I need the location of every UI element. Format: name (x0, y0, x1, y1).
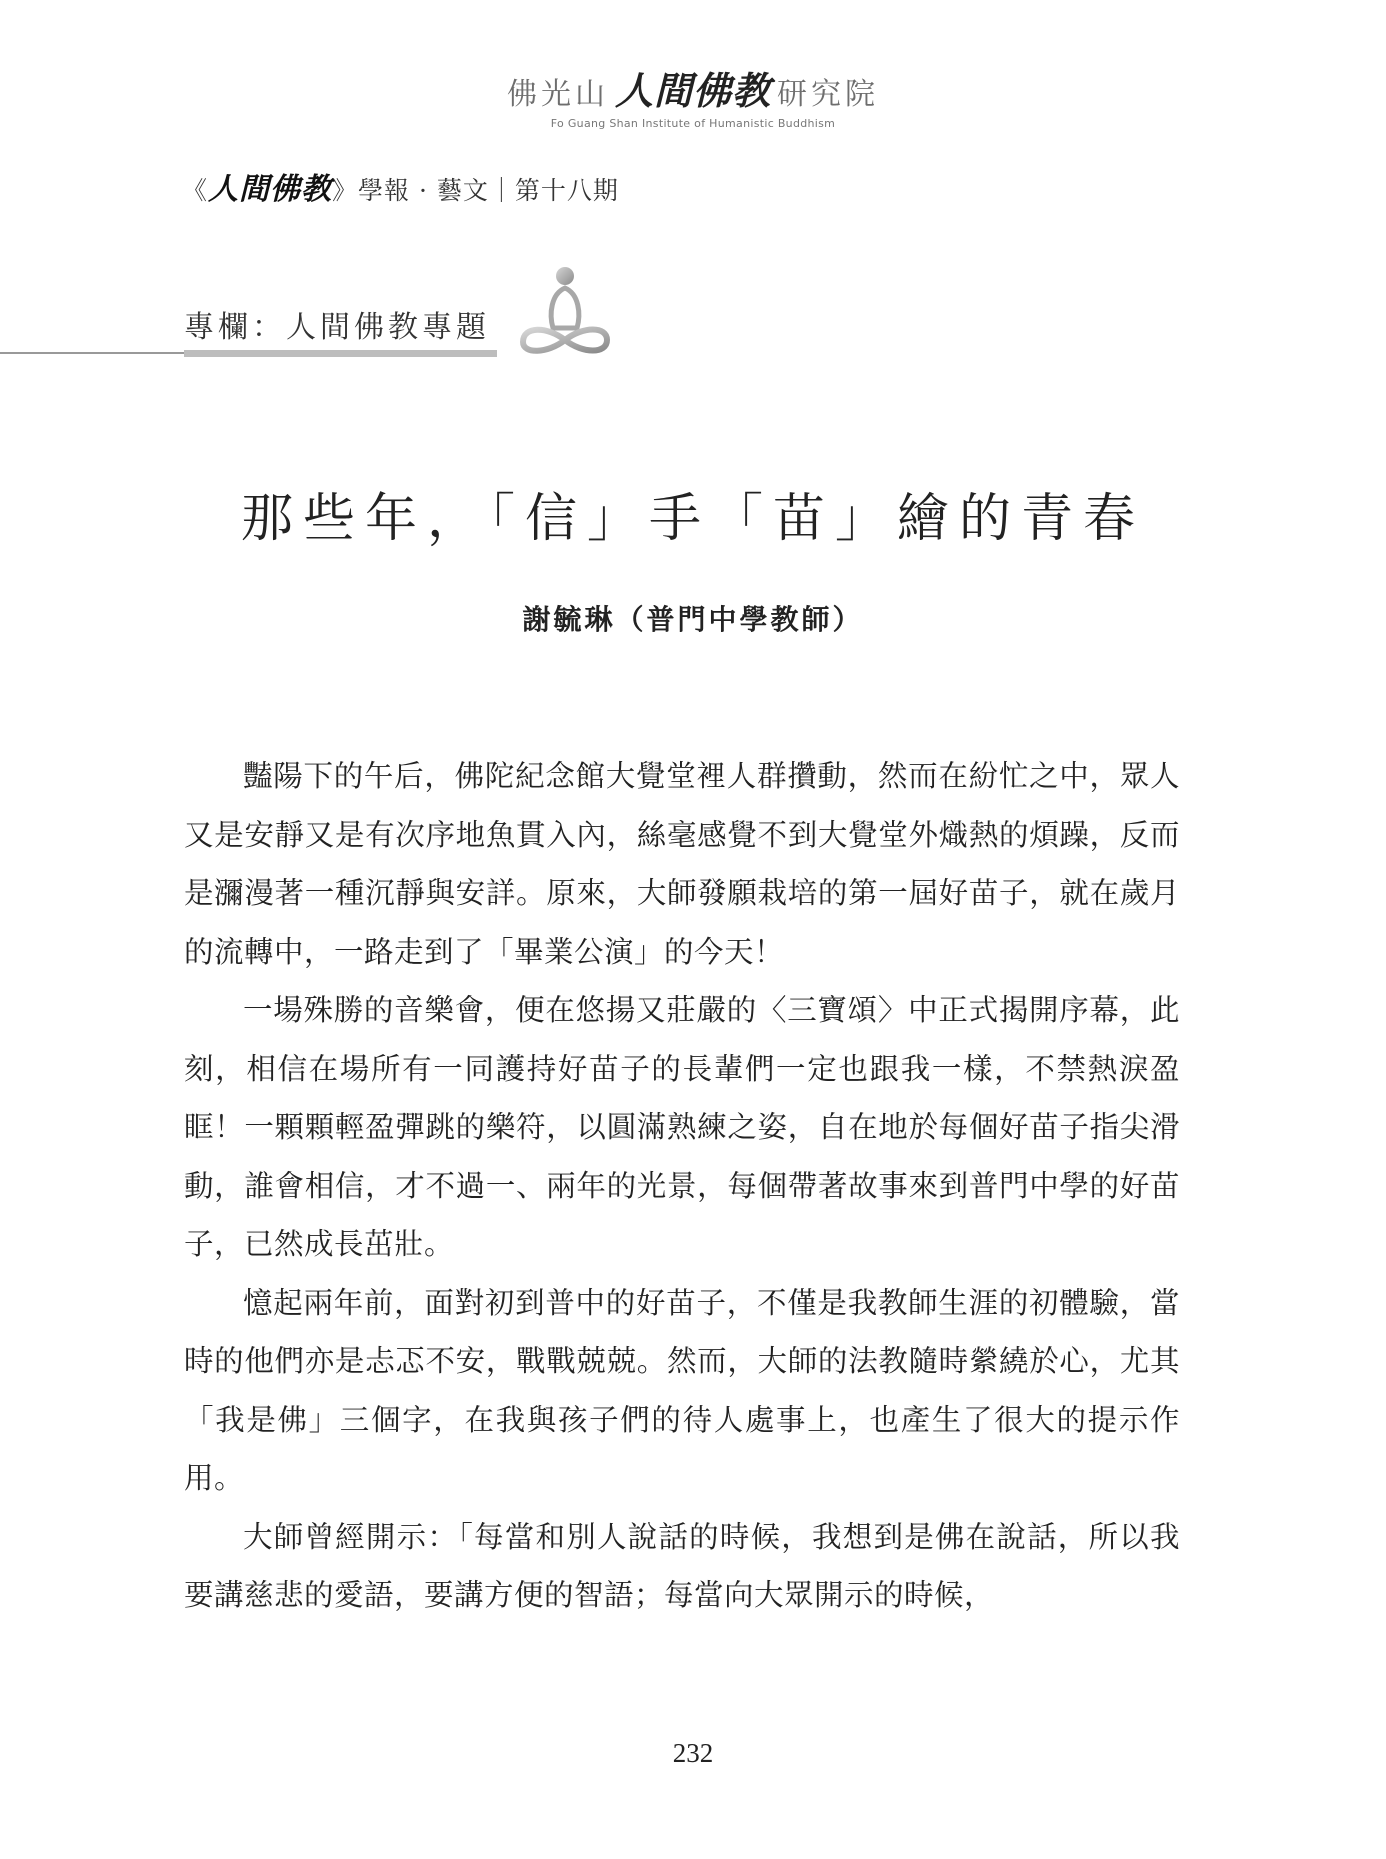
article-title: 那些年，「信」手「苗」繪的青春 (240, 489, 1145, 549)
institute-english-name: Fo Guang Shan Institute of Humanistic Buddhism (550, 117, 836, 130)
paragraph: 豔陽下的午后，佛陀紀念館大覺堂裡人群攢動，然而在紛忙之中，眾人又是安靜又是有次序地魚貫入內，絲毫感覺不到大覺堂外熾熱的煩躁，反而是瀰漫著一種沉靜與安詳。原來，大師發願栽培的第一屆好苗子，就在歲月的流轉中，一路走到了「畢業公演」的今天！ (184, 759, 1180, 969)
paragraph: 大師曾經開示：「每當和別人說話的時候，我想到是佛在說話，所以我要講慈悲的愛語，要講方便的智語；每當向大眾開示的時候， (184, 1519, 1180, 1612)
page-number: 232 (672, 1738, 714, 1768)
institute-header (0, 60, 1386, 130)
institute-suffix: 研究院 (777, 77, 879, 112)
column-title: 專欄：人間佛教專題 (184, 310, 490, 345)
column-rule-highlight (184, 350, 497, 357)
institute-name (0, 60, 1386, 115)
journal-brand: 人間佛教 (208, 172, 333, 207)
journal-line (182, 164, 619, 208)
article-author: 謝毓琳（普門中學教師） (522, 603, 864, 636)
journal-open-bracket: 《 (182, 176, 209, 205)
article-body (184, 747, 1180, 1625)
journal-issue-info: 》學報 · 藝文｜第十八期 (332, 176, 619, 205)
meditating-figure-icon (515, 262, 615, 362)
paragraph: 憶起兩年前，面對初到普中的好苗子，不僅是我教師生涯的初體驗，當時的他們亦是忐忑不安，戰戰兢兢。然而，大師的法教隨時縈繞於心，尤其「我是佛」三個字，在我與孩子們的待人處事上，也產生了很大的提示作用。 (184, 1285, 1180, 1495)
paragraph: 一場殊勝的音樂會，便在悠揚又莊嚴的〈三寶頌〉中正式揭開序幕，此刻，相信在場所有一同護持好苗子的長輩們一定也跟我一樣，不禁熱淚盈眶！一顆顆輕盈彈跳的樂符，以圓滿熟練之姿，自在地於每個好苗子指尖滑動，誰會相信，才不過一、兩年的光景，每個帶著故事來到普門中學的好苗子，已然成長茁壯。 (184, 993, 1180, 1261)
institute-brand-logo: 人間佛教 (614, 68, 771, 113)
institute-prefix: 佛光山 (506, 77, 609, 112)
